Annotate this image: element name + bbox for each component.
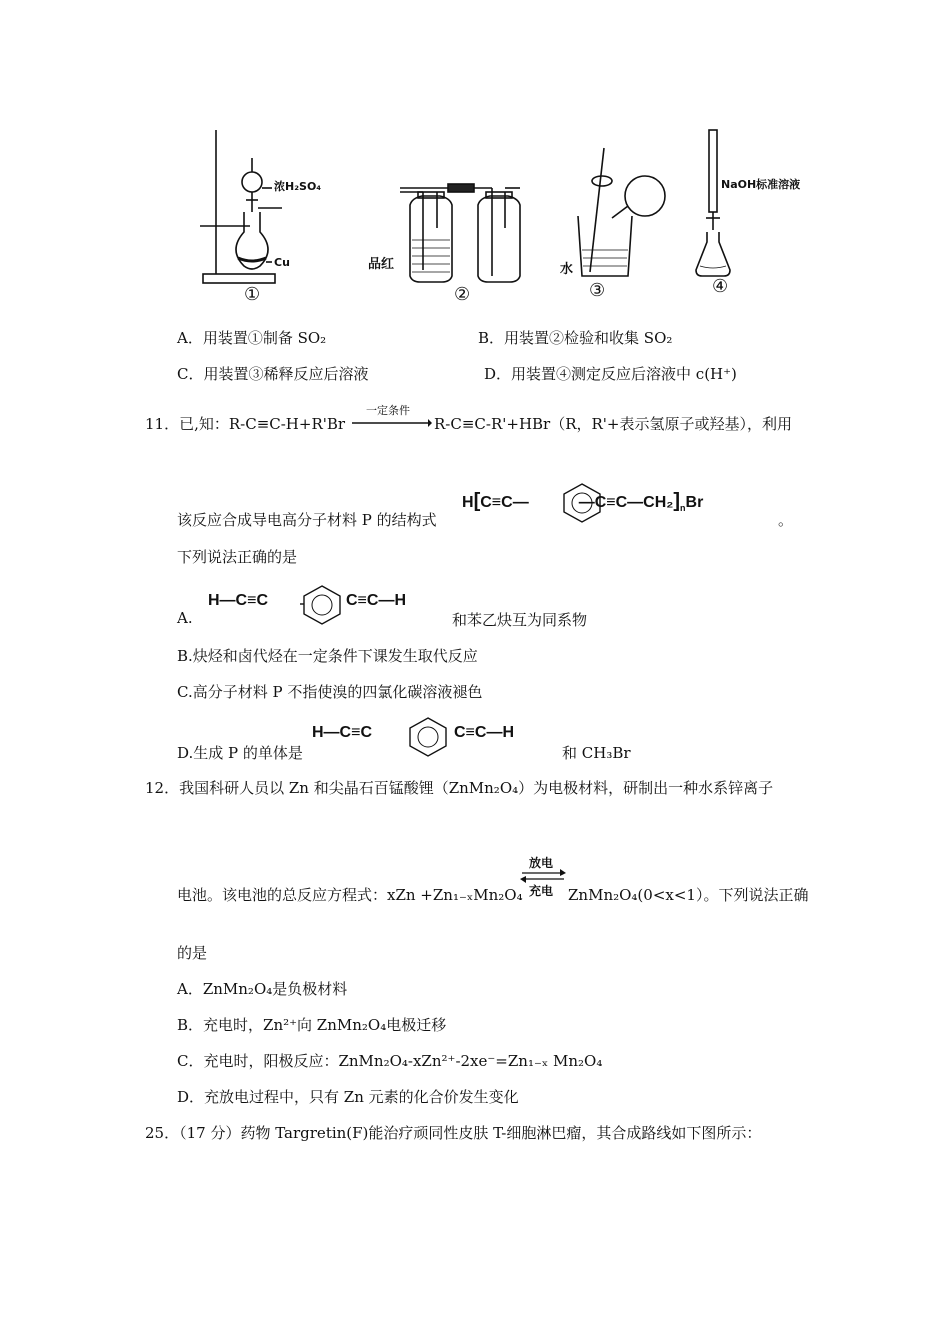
label-water: 水 bbox=[560, 262, 574, 277]
monomer-left-a: H—C≡C bbox=[208, 592, 268, 609]
label-cu: Cu bbox=[274, 256, 290, 269]
q12-option-b: B．充电时，Zn²⁺向 ZnMn₂O₄电极迁移 bbox=[177, 1016, 447, 1034]
apparatus-figure bbox=[0, 0, 950, 310]
q11-option-a-suffix: 和苯乙炔互为同系物 bbox=[452, 611, 588, 629]
q25-stem: 25．（17 分）药物 Targretin(F)能治疗顽同性皮肤 T-细胞淋巴瘤，其合成路线如下图所示： bbox=[145, 1124, 762, 1142]
q10-option-d: D．用装置④测定反应后溶液中 c(H⁺) bbox=[484, 365, 737, 383]
monomer-right-a: C≡C—H bbox=[346, 592, 406, 609]
label-naoh: NaOH标准溶液 bbox=[721, 178, 801, 191]
q11-stem-line1b: R-C≡C-R'+HBr（R，R'+表示氢原子或羟基），利用 bbox=[434, 415, 792, 433]
q12-stem-line2a: 电池。该电池的总反应方程式：xZn +Zn₁₋ₓMn₂O₄ bbox=[177, 886, 523, 904]
circled-2: ② bbox=[454, 284, 471, 305]
q12-option-c: C．充电时，阳极反应：ZnMn₂O₄-xZn²⁺-2xe⁻=Zn₁₋ₓ Mn₂O₄ bbox=[177, 1052, 603, 1070]
q12-stem-line1: 12．我国科研人员以 Zn 和尖晶石百锰酸锂（ZnMn₂O₄）为电极材料，研制出一种水系锌离子 bbox=[145, 779, 774, 797]
polymer-structure: H[C≡C— $—C\equiv C—CH_2]_nBr$ bbox=[462, 490, 704, 514]
q12-option-a: A．ZnMn₂O₄是负极材料 bbox=[177, 980, 348, 998]
q11-option-b: B.炔烃和卤代烃在一定条件下课发生取代反应 bbox=[177, 647, 478, 665]
arrow-discharge: 放电 bbox=[529, 856, 554, 870]
circled-4: ④ bbox=[712, 276, 729, 297]
polymer-n: n bbox=[680, 503, 686, 514]
reaction-arrow bbox=[352, 418, 432, 428]
monomer-left-d: H—C≡C bbox=[312, 724, 372, 741]
q11-stem-line2-end: 。 bbox=[778, 511, 794, 529]
double-arrow bbox=[520, 869, 566, 883]
q11-condition: 一定条件 bbox=[366, 404, 410, 417]
q12-option-d: D．充放电过程中，只有 Zn 元素的化合价发生变化 bbox=[177, 1088, 519, 1106]
q11-stem-line2: 该反应合成导电高分子材料 P 的结构式 bbox=[177, 511, 437, 529]
label-conc-acid: 浓H₂SO₄ bbox=[274, 180, 322, 193]
q11-stem-line3: 下列说法正确的是 bbox=[177, 548, 298, 566]
q11-option-d-prefix: D.生成 P 的单体是 bbox=[177, 744, 303, 762]
polymer-br: Br bbox=[685, 494, 704, 511]
q10-option-a: A．用装置①制备 SO₂ bbox=[177, 329, 327, 347]
q10-option-b: B．用装置②检验和收集 SO₂ bbox=[478, 329, 673, 347]
circled-3: ③ bbox=[589, 280, 606, 301]
benzene-ring-a bbox=[300, 582, 344, 626]
label-pinhong: 品红 bbox=[368, 257, 395, 272]
arrow-charge: 充电 bbox=[529, 884, 554, 898]
apparatus-4 bbox=[696, 130, 730, 276]
circled-1: ① bbox=[244, 284, 261, 305]
apparatus-3 bbox=[578, 148, 665, 276]
q12-stem-line2b: ZnMn₂O₄(0<x<1）。下列说法正确 bbox=[568, 886, 809, 904]
q11-option-c: C.高分子材料 P 不指使溴的四氯化碳溶液褪色 bbox=[177, 683, 483, 701]
apparatus-1 bbox=[200, 130, 282, 283]
polymer-h: H bbox=[462, 494, 474, 511]
monomer-right-d: C≡C—H bbox=[454, 724, 514, 741]
q11-option-d-suffix: 和 CH₃Br bbox=[562, 744, 631, 762]
benzene-ring-polymer bbox=[560, 480, 604, 524]
q12-stem-line3: 的是 bbox=[177, 944, 208, 962]
apparatus-2 bbox=[400, 184, 520, 282]
polymer-left: C≡C bbox=[480, 494, 513, 511]
q11-stem-line1: 11．已,知：R-C≡C-H+R'Br bbox=[145, 415, 346, 433]
q10-option-c: C．用装置③稀释反应后溶液 bbox=[177, 365, 369, 383]
benzene-ring-d bbox=[406, 714, 450, 758]
q11-option-a-prefix: A. bbox=[177, 609, 193, 627]
polymer-right: C≡C—CH₂ bbox=[594, 494, 674, 511]
